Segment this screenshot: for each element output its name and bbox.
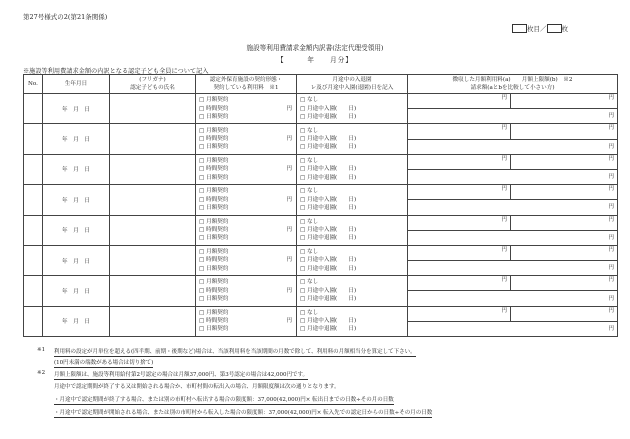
monthly-limit-cell[interactable]: 円 <box>511 185 618 200</box>
contract-cell[interactable] <box>196 215 297 245</box>
footnote-1-line1: 利用料の設定が月単位を超える(四半期、前期・後期など)場合は、当該利用料を当該期間の月数で除して、利用料の月額相当分を算定して下さい。 <box>54 349 416 355</box>
claim-amount-cell[interactable]: 円 <box>408 321 618 336</box>
child-name-cell[interactable] <box>110 154 196 184</box>
collected-fee-cell[interactable]: 円 <box>408 276 511 291</box>
footnote-1-line2: (10円未満の端数がある場合は切り捨て) <box>54 360 154 366</box>
col-header-child-name: (フリガナ) 認定子どもの氏名 <box>110 75 196 94</box>
form-number: 第27号様式の2(第21条関係) <box>23 13 108 21</box>
collected-fee-cell[interactable]: 円 <box>408 124 511 139</box>
row-no-cell[interactable] <box>24 306 43 336</box>
col-header-fee: 徴収した月額利用料(a) 月額上限額(b) ※2 請求額(aとbを比較して小さい方) <box>408 75 618 94</box>
midmonth-cell[interactable] <box>297 185 408 215</box>
midmonth-cell[interactable] <box>297 276 408 306</box>
collected-fee-cell[interactable]: 円 <box>408 154 511 169</box>
contract-daily[interactable]: □ 日額契約 <box>199 235 229 242</box>
billing-period: 【 年 月分】 <box>277 56 353 64</box>
contract-daily[interactable]: □ 日額契約 <box>199 204 229 211</box>
midmonth-cell[interactable] <box>297 94 408 124</box>
midmonth-none[interactable]: □ なし <box>300 218 319 225</box>
claim-amount-cell[interactable]: 円 <box>408 261 618 276</box>
contract-monthly[interactable]: □ 月額契約 <box>199 188 229 195</box>
contract-monthly[interactable]: □ 月額契約 <box>199 218 229 225</box>
contract-daily[interactable]: □ 日額契約 <box>199 144 229 151</box>
midmonth-join[interactable]: □ 月途中入園( 日) <box>300 287 357 294</box>
claim-amount-cell[interactable]: 円 <box>408 291 618 306</box>
collected-fee-cell[interactable]: 円 <box>408 245 511 260</box>
midmonth-none[interactable]: □ なし <box>300 188 319 195</box>
contract-monthly[interactable]: □ 月額契約 <box>199 157 229 164</box>
footnote-1-mark: ※1 <box>37 347 46 353</box>
midmonth-leave[interactable]: □ 月途中退園( 日) <box>300 265 357 272</box>
birthdate-cell[interactable]: 年 月 日 <box>43 276 110 306</box>
footnote-2-line1: 月額上限額は、施設等利用給付第2号認定の場合は月額37,000円、第3号認定の場合は42,000円です。 <box>54 372 309 378</box>
claim-amount-cell[interactable]: 円 <box>408 169 618 184</box>
row-no-cell[interactable] <box>24 154 43 184</box>
contract-monthly[interactable]: □ 月額契約 <box>199 127 229 134</box>
claim-amount-cell[interactable]: 円 <box>408 200 618 215</box>
birthdate-cell[interactable]: 年 月 日 <box>43 245 110 275</box>
col-header-midmonth: 月途中の入退園 レ及び月途中入園(退園)日を記入 <box>297 75 408 94</box>
page-counter <box>512 24 568 33</box>
contract-monthly[interactable]: □ 月額契約 <box>199 97 229 104</box>
midmonth-none[interactable]: □ なし <box>300 279 319 286</box>
contract-hourly[interactable]: □ 時間契約 円 <box>199 318 292 325</box>
collected-fee-cell[interactable]: 円 <box>408 94 511 109</box>
table-header-row <box>24 75 618 94</box>
midmonth-cell[interactable] <box>297 154 408 184</box>
row-no-cell[interactable] <box>24 276 43 306</box>
child-name-cell[interactable] <box>110 94 196 124</box>
child-name-cell[interactable] <box>110 245 196 275</box>
midmonth-none[interactable]: □ なし <box>300 157 319 164</box>
contract-daily[interactable]: □ 日額契約 <box>199 174 229 181</box>
row-no-cell[interactable] <box>24 215 43 245</box>
midmonth-join[interactable]: □ 月途中入園( 日) <box>300 227 357 234</box>
contract-hourly[interactable]: □ 時間契約 円 <box>199 257 292 264</box>
intro-note: ※施設等利用費請求金額の内訳となる認定子ども全員について記入 <box>23 68 209 75</box>
monthly-limit-cell[interactable]: 円 <box>511 94 618 109</box>
midmonth-join[interactable]: □ 月途中入園( 日) <box>300 257 357 264</box>
contract-cell[interactable] <box>196 276 297 306</box>
monthly-limit-cell[interactable]: 円 <box>511 154 618 169</box>
midmonth-leave[interactable]: □ 月途中退園( 日) <box>300 144 357 151</box>
birthdate-cell[interactable]: 年 月 日 <box>43 154 110 184</box>
birthdate-cell[interactable]: 年 月 日 <box>43 215 110 245</box>
breakdown-table <box>23 74 618 337</box>
midmonth-leave[interactable]: □ 月途中退園( 日) <box>300 235 357 242</box>
footnote-2-line3: ・月途中で認定期間が終了する場合、または別の市町村へ転出する場合の限度額：37,000(42,000)円× 転出日までの日数÷その月の日数 <box>54 397 394 403</box>
row-no-cell[interactable] <box>24 245 43 275</box>
birthdate-cell[interactable]: 年 月 日 <box>43 124 110 154</box>
page-total-label: 枚 <box>561 25 568 33</box>
document-title: 施設等利用費請求金額内訳書(法定代理受領用) <box>246 44 384 52</box>
col-header-contract: 認定外保育施設の契約形態・ 契約している利用料 ※1 <box>196 75 297 94</box>
monthly-limit-cell[interactable]: 円 <box>511 306 618 321</box>
contract-daily[interactable]: □ 日額契約 <box>199 113 229 120</box>
col-header-no: No. <box>24 75 43 94</box>
midmonth-cell[interactable] <box>297 245 408 275</box>
midmonth-cell[interactable] <box>297 306 408 336</box>
contract-daily[interactable]: □ 日額契約 <box>199 326 229 333</box>
col-header-birthdate: 生年月日 <box>43 75 110 94</box>
birthdate-cell[interactable]: 年 月 日 <box>43 306 110 336</box>
child-name-cell[interactable] <box>110 215 196 245</box>
midmonth-cell[interactable] <box>297 124 408 154</box>
collected-fee-cell[interactable]: 円 <box>408 185 511 200</box>
collected-fee-cell[interactable]: 円 <box>408 215 511 230</box>
contract-hourly[interactable]: □ 時間契約 円 <box>199 287 292 294</box>
footnote-2-line4: ・月途中で認定期間が開始される場合、または別の市町村から転入した場合の限度額：37,000(42,000)円× 転入先での認定日からの日数÷その月の日数 <box>54 410 433 416</box>
child-name-cell[interactable] <box>110 306 196 336</box>
midmonth-none[interactable]: □ なし <box>300 309 319 316</box>
midmonth-leave[interactable]: □ 月途中退園( 日) <box>300 174 357 181</box>
claim-amount-cell[interactable]: 円 <box>408 109 618 124</box>
midmonth-join[interactable]: □ 月途中入園( 日) <box>300 135 357 142</box>
contract-cell[interactable] <box>196 245 297 275</box>
monthly-limit-cell[interactable]: 円 <box>511 245 618 260</box>
contract-daily[interactable]: □ 日額契約 <box>199 296 229 303</box>
contract-monthly[interactable]: □ 月額契約 <box>199 279 229 286</box>
midmonth-none[interactable]: □ なし <box>300 127 319 134</box>
contract-hourly[interactable]: □ 時間契約 円 <box>199 166 292 173</box>
row-no-cell[interactable] <box>24 124 43 154</box>
monthly-limit-cell[interactable]: 円 <box>511 215 618 230</box>
midmonth-join[interactable]: □ 月途中入園( 日) <box>300 318 357 325</box>
row-no-cell[interactable] <box>24 94 43 124</box>
midmonth-cell[interactable] <box>297 215 408 245</box>
midmonth-none[interactable]: □ なし <box>300 97 319 104</box>
child-name-cell[interactable] <box>110 124 196 154</box>
collected-fee-cell[interactable]: 円 <box>408 306 511 321</box>
child-name-cell[interactable] <box>110 185 196 215</box>
contract-daily[interactable]: □ 日額契約 <box>199 265 229 272</box>
midmonth-none[interactable]: □ なし <box>300 249 319 256</box>
page-number-box[interactable] <box>512 24 527 33</box>
child-name-cell[interactable] <box>110 276 196 306</box>
contract-monthly[interactable]: □ 月額契約 <box>199 249 229 256</box>
claim-amount-cell[interactable]: 円 <box>408 139 618 154</box>
contract-hourly[interactable]: □ 時間契約 円 <box>199 196 292 203</box>
page-total-box[interactable] <box>547 24 562 33</box>
midmonth-leave[interactable]: □ 月途中退園( 日) <box>300 204 357 211</box>
footnote-2-line2: 月途中で認定期間が終了する又は開始される場合か、市町村間の転出入の場合、月額限度額は次の通りとなります。 <box>54 384 340 390</box>
row-no-cell[interactable] <box>24 185 43 215</box>
monthly-limit-cell[interactable]: 円 <box>511 124 618 139</box>
midmonth-join[interactable]: □ 月途中入園( 日) <box>300 105 357 112</box>
claim-amount-cell[interactable]: 円 <box>408 230 618 245</box>
contract-cell[interactable] <box>196 185 297 215</box>
birthdate-cell[interactable]: 年 月 日 <box>43 94 110 124</box>
midmonth-join[interactable]: □ 月途中入園( 日) <box>300 196 357 203</box>
contract-cell[interactable] <box>196 306 297 336</box>
midmonth-leave[interactable]: □ 月途中退園( 日) <box>300 296 357 303</box>
contract-cell[interactable] <box>196 124 297 154</box>
contract-monthly[interactable]: □ 月額契約 <box>199 309 229 316</box>
midmonth-leave[interactable]: □ 月途中退園( 日) <box>300 113 357 120</box>
page-of-label: 枚目／ <box>527 25 547 33</box>
monthly-limit-cell[interactable]: 円 <box>511 276 618 291</box>
footnote-2-mark: ※2 <box>37 370 46 376</box>
midmonth-leave[interactable]: □ 月途中退園( 日) <box>300 326 357 333</box>
contract-hourly[interactable]: □ 時間契約 円 <box>199 227 292 234</box>
contract-cell[interactable] <box>196 94 297 124</box>
midmonth-join[interactable]: □ 月途中入園( 日) <box>300 166 357 173</box>
contract-cell[interactable] <box>196 154 297 184</box>
contract-hourly[interactable]: □ 時間契約 円 <box>199 135 292 142</box>
contract-hourly[interactable]: □ 時間契約 円 <box>199 105 292 112</box>
birthdate-cell[interactable]: 年 月 日 <box>43 185 110 215</box>
